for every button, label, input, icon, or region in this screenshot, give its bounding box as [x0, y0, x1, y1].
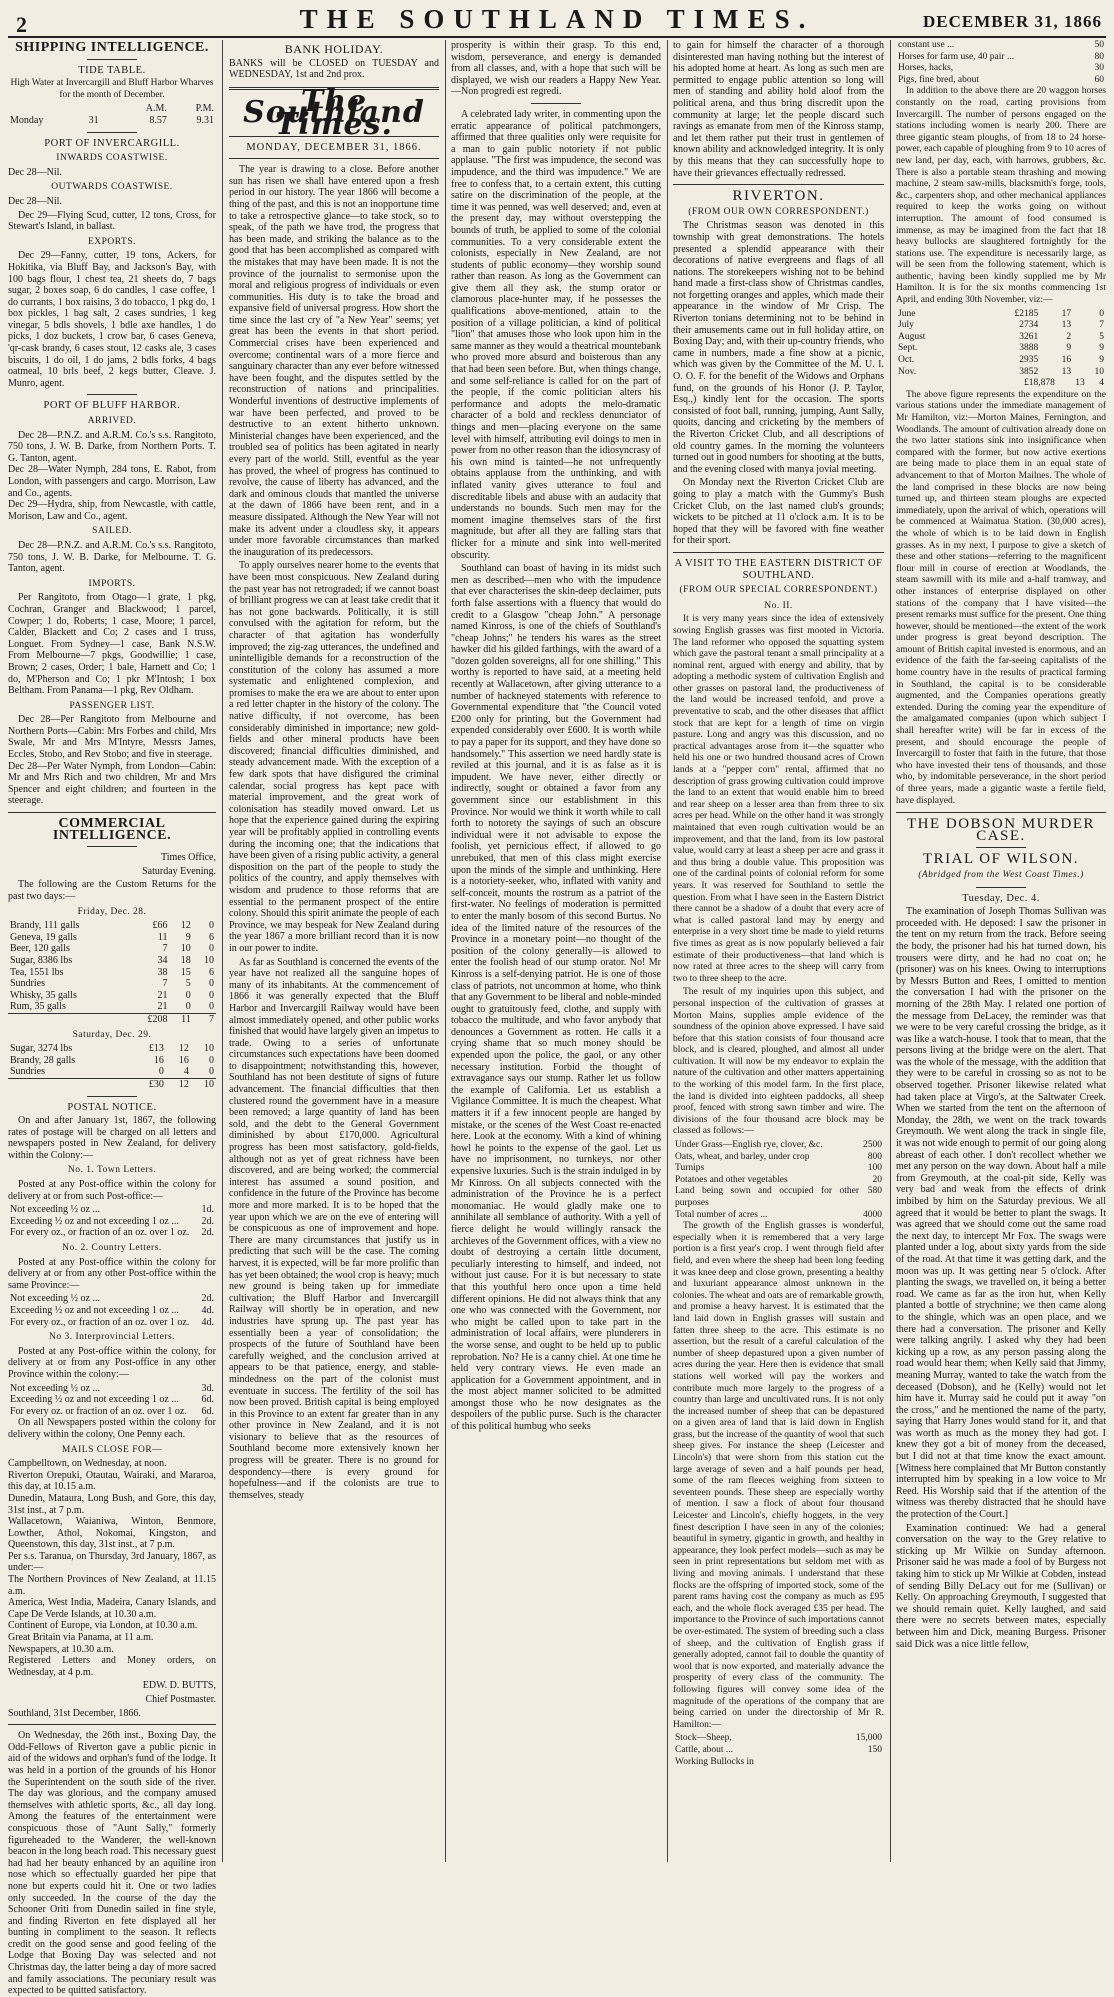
rate-table-2	[8, 1293, 216, 1328]
sailed-heading: SAILED.	[92, 526, 132, 537]
shillings: 5	[185, 978, 191, 990]
riverton-heading: RIVERTON.	[732, 188, 825, 205]
row-label: For every oz., or fraction of an oz. over 1 oz.	[10, 1316, 190, 1328]
passenger-heading: PASSENGER LIST.	[69, 700, 155, 711]
friday-customs-table	[8, 920, 216, 1025]
newspaper-title: THE SOUTHLAND TIMES.	[299, 4, 815, 34]
row-label: Sundries	[10, 978, 45, 990]
divider	[8, 812, 216, 813]
riverton-paragraph: The Christmas season was denoted in this township with great demonstrations. The hotels presented a splendid appearance with their decorations of native evergreens and flags of all nations. The storekeepers wishing not to be behind hand made a first-class show of Christmas candles, not forgetting oranges and apples, which made their appearance in the window of Mr Crisp. The Riverton tonians determining not to be behind in their amusements came out in full holiday attire, on Boxing Day; and, with their up-country friends, who came in numbers, made a fine show at a picnic, which was given by the Committee of the M. U. I. O. O. F. for the benefit of the Widows and Orphans fund, on the grounds of his Honor (J. P. Taylor, Esq.,) kindly lent for the occasion. The sports consisted of foot ball, running, jumping, Aunt Sally, quoits, dancing and cricketing by the members of the Riverton Cricket Club, and all descriptions of old country games. In the morning the volunteers turned out in good numbers for shooting at the butts, and the evening closed with manya jovial meeting.	[673, 220, 884, 475]
editorial-paragraph: As far as Southland is concerned the events of the year have not realized all the sanguine hopes of many of its inhabitants. At the commencement of 1866 it was generally expected that the Bluff Harbor and Invercargill Railway would have been almost immediately opened, and other public works finished that would have largely given an impetus to trade. Owing to a series of unfortunate circumstances such expectations have been doomed to disappointment; notwithstanding this, however, Southland has not been destitute of signs of future advancement. The financial difficulties that then clustered round the government have in a measure been removed; a large quantity of land has been sold, and the debt to the General Government diminished by about £170,000. Agricultural progress has been most satisfactory, gold-fields, although not as yet of great richness have been discovered, and are being worked; the commercial interest has assumed a sound position, and confidence in the future of the Province has become more and more marked. It is to be hoped that the year upon which we are on the eve of entering will be conspicuous as one of improvement and hope. There are many circumstances that justify us in predicting that such will be the case. The coming harvest, it is expected, will be far more prolific than has yet been obtained; the wool crop is heavy; much new ground is being taken up for immediate cultivation; the Bluff Harbor and Invercargill Railway will shortly be in operation, and new industries have sprung up. The past year has essentially been a year of consolidation; the prospects of the future of Southland have been carefully weighed, and the conclusion arrived at appears to be that patience, energy, and stable-mindedness on the part of the colonist must eventuate in success. The fertility of the soil has now been proved. British capital is being employed in this Province to an extent far greater than in any other province in New Zealand, and it is not visionary to believe that as the resources of Southland become more extensively known her progress will be greater. There is no ground for despondency—there is every ground for hopefulness—and if the colonists are true to themselves, steady	[229, 956, 439, 1501]
trial-paragraph: The examination of Joseph Thomas Sullivan was proceeded with. He deposed: I saw the prisoner in the tent on my return from the track. Before seeing the body, the prisoner had his hat turned down, his trousers were dirty, and he had no coat on; he (prisoner) was on his knees. Owing to interruptions by Messrs Button and Rees, I omitted to mention the conversation I had with the prisoner on the morning of the 28th May. I related one portion of the message from DeLacey, the reminder was that we were to be very careful crossing the bridge, as it was like a watch-house. I took that to mean, that the persons living at the bridge were on the alert. That was the whole of the message, with the addition that they were to be careful in crossing so as not to be observed together. Prisoner likewise related what had taken place at Virgo's, at the Saltwater Creek. When we started from the tent on the afternoon of Monday, the 28th, we went on the track towards Greymouth. We went along the track in single file, it was not wide enough to permit of our going along abreast of each other. I don't recollect whether we met any person on the way down. About half a mile from Greymouth, at the coal-pit side, Kelly was very bad and weak from the effects of drink imbibed by him on the Saturday previous. We all agreed that it would be better to plant the swags. It was agreed that we should come out the same road the next day, to intercept Mr Fox. The swags were planted under a log, about sixty yards from the side of the road. At that time it was getting dark, and the moon was up. It was getting near 5 o'clock. After planting the swags, we travelled on, it being a better road. We came as far as the iron hut, when Kelly planted a bottle of strychnine; we then came along to the shingle, which was an open place, and we there had a conversation. The prisoner and Kelly were talking angrily. I asked why they had been kicking up a row, as any person passing along the road would hear them; when Kelly said that Jimmy, meaning Murray, wanted to take the watch from the deceased (Dobson), and he (Kelly) would not let him have it. Murray said he could put it away "on the cross," and he mentioned the name of the party, saying that Harry Jones would stand for it, and that was worth as much as the money they had got. I knew they got a bit of money from the deceased, but I did not at that time know the exact amount. [Witness here complained that Mr Button constantly interrupted him by speaking in a low voice to Mr Reed. His Worship said that if the attention of the witness was thereby distracted that he should have the protection of the Court.]	[896, 906, 1106, 1521]
tide-intro: High Water at Invercargill and Bluff Harbor Wharves for the month of December.	[10, 78, 214, 100]
exports-text: Dec 29—Fanny, cutter, 19 tons, Ackers, for Hokitika, via Bluff Bay, and Jackson's Bay, with 100 bags flour, 1 chest tea, 21 sheets do, 7 bags sugar, 2 boxes soap, 6 do candles, 1 case coffee, 1 do currants, 1 box raisins, 3 do tobacco, 1 pkg do, 1 box pickles, 1 bag salt, 2 cases sundries, 1 keg vinegar, 5 bdls shovels, 1 bdle axe handles, 1 do picks, 1 doz buckets, 1 crow bar, 6 cases Geneva, 'qr-cask brandy, 6 cases stout, 12 casks ale, 3 cases biscuits, 1 do oil, 1 do jams, 2 bdls forks, 4 bags oatmeal, 10 brls beef, 2 kegs butter, Cleave. J. Munro, agent.	[8, 250, 216, 389]
row-value: 4d.	[201, 1316, 214, 1328]
table-row	[8, 990, 216, 1002]
row-label: Exceeding ½ oz and not exceeding 1 oz ...	[10, 1305, 179, 1316]
row-label: Oats, wheat, and barley, under crop	[675, 1151, 810, 1162]
tide-date: 31	[88, 114, 99, 126]
pounds-total: £30	[132, 1078, 166, 1090]
row-label: Geneva, 19 galls	[10, 931, 77, 943]
pence: 10	[204, 954, 214, 966]
table-row	[673, 1745, 884, 1757]
pence: 0	[209, 989, 214, 1001]
land-total-value: 4000	[863, 1209, 882, 1220]
row-label: constant use ...	[898, 40, 955, 50]
row-value: 30	[1094, 63, 1104, 74]
expenditure-table	[896, 309, 1106, 379]
postmaster-title: Chief Postmaster.	[145, 1694, 216, 1705]
pounds: 7	[162, 978, 168, 990]
row-value: 80	[1094, 51, 1104, 62]
exports-heading: EXPORTS.	[87, 236, 137, 247]
pounds: 3888	[1019, 343, 1039, 354]
row-label: Sugar, 3274 lbs	[10, 1043, 73, 1055]
pence-total: 10	[191, 1078, 216, 1090]
pence: 7	[1099, 320, 1104, 331]
table-row	[673, 1186, 884, 1209]
row-value	[828, 1757, 884, 1769]
nameplate: The Southland Times.	[243, 83, 425, 142]
divider	[87, 132, 137, 133]
row-value: 3d.	[201, 1382, 214, 1394]
row-label: Not exceeding ½ oz ...	[10, 1204, 100, 1216]
row-label: Oct.	[898, 355, 915, 366]
row-value: 60	[1094, 74, 1104, 85]
pounds: 16	[153, 1054, 164, 1066]
pence: 10	[1094, 366, 1104, 377]
editorial-paragraph: The year is drawing to a close. Before another sun has risen we shall have entered upon a fresh period in our history. The year 1866 will become a thing of the past, and this is not an inopportune time to take a retrospective glance—to take stock, so to speak, of the path we have trod, the progress that has been made, and striking the balance as to the good that has been accomplished as compared with the mistakes that may have been made. It is not the province of the journalist to sermonise upon the moral and religious progress of individuals or even communities. His duty is to take the broad and expansive field of universal progress. How short the time since the last cry of "a New Year" seems; yet great has been the events in that short period. Commercial crises have been experienced and overcome; continental wars of a more fierce and sanguinary character than any ever before witnessed have been fought, and the disputes settled by the reconstruction of nations and principalities. Wonderful inventions of destructive implements of war have been perfected, and proved to be destructive to an extent hitherto unknown. Ministerial changes have been experienced, and the troubled sea of politics has been agitated in nearly every part of the world. Still, eventful as the year has proved, the wheel of progress has continued to revolve, the cause of liberty has advanced, and the dark and ominous clouds that mantled the universe at the dawn of 1866 have been rent, and in a measure dissipated. Although the New Year will not make its advent under a cloudless sky, it appears under more favorable circumstances than marked the inauguration of its predecessors.	[229, 164, 439, 558]
row-label: August	[898, 331, 926, 342]
row-value: 2d.	[201, 1293, 214, 1305]
pence: 0	[209, 920, 214, 932]
pounds: 2935	[1019, 355, 1039, 366]
table-row	[8, 967, 216, 979]
kinross-article: A celebrated lady writer, in commenting upon the erratic appearance of political patchmongers, affirmed that three qualities only were requisite for a man to gain public notoriety if not public applause. "The first was impudence, the second was impudence, and the third was impudence." We are free to confess that, to a certain extent, this cutting satire on the discrimination of the people, at the time it was penned, was well deserved; and, even at the present day, may without overstepping the bounds of truth, be applied to some of the colonial communities. To a very considerable extent the colonists, especially in New Zealand, are not students of public economy—they worship sound rather than reason. As long as the Government can give them all they ask, the stump orator or clamorous place-hunter may, if he possesses the qualifications above-mentioned, attain to the position of a village politician, a kind of political "lion" that amuses those who look upon him in the same manner as they would a theatrical mountebank who proved more absurd and boisterous than any that had been seen before. But, when things change, and some self-reliance is called for on the part of the people, if the comic politician alters his performance and adopts the melo-dramatic character of a bold and reckless denunciator of things and men—placing everyone on the same level with himself, attributing evil doings to men in power from no other reason than the idiosyncrasy of his own mind is tainted—he not unfrequently obtains applause from the unthinking, and with inflated vanity gives utterance to foul and discreditable libels and abuse with an audacity that understands no bounds. Such men may for the moment imagine themselves stars of the first magnitude, but after all they are falling stars that flicker for a minute and sink into well-merited obscurity.	[451, 108, 661, 561]
shillings: 13	[1061, 366, 1072, 377]
shillings: 10	[180, 943, 191, 955]
visit-heading: A VISIT TO THE EASTERN DISTRICT OF SOUTHLAND.	[674, 557, 883, 581]
imports-text: Per Rangitoto, from Otago—1 grate, 1 pkg, Cochran, Granger and Blackwood; 1 parcel, Cowper; 1 do, Roberts; 1 case, Moore; 1 parcel, Calder, Blackett and Co; 2 cases and 1 truss, Longuet. From Sydney—1 case, Bank N.S.W. From Melbourne—7 pkgs, Goodwillie; 1 case, Brown; 2 cases, Order; 1 bale, Harnett and Co; 1 do, M'Pherson and Co; 1 pkr M'Intosh; 1 box Beltham. From Panama—1 pkg, Rev Oldham.	[8, 592, 216, 697]
table-row	[8, 1293, 216, 1305]
row-label: Beer, 120 galls	[10, 943, 70, 955]
row-label: Potatoes and other vegetables	[675, 1174, 788, 1185]
land-divisions-table	[673, 1140, 884, 1210]
row-value: 580	[867, 1186, 882, 1197]
expenditure-total-table	[896, 378, 1106, 390]
table-row	[896, 332, 1106, 344]
divider	[87, 1096, 137, 1097]
expend-paragraph: The above figure represents the expenditure on the various stations under the immediate management of Mr Hamilton, viz:—Morton Maines, Fernington, and Woodlands. The amount of cultivation already done on the two latter stations sink into insignificance when compared with the former, but now active exertions are being made to place them in an equal state of advancement to that of Morton Mailnes. The whole of the land comprised in these blocks are now being turned up, and thirteen steam ploughs are expected immediately, upon the arrival of which, operations will be commenced at Waimatua Station. (30,000 acres), the whole of which is to be laid down in English grasses. As in my next, I purpose to give a sketch of these and other stations—referring to the magnificent flour mill in course of erection at Woodlands, the steam sawmill with its mile and a-half tramway, and other instances of enterprise displayed on other stations of the company that I have visited—the present remarks must suffice for the present. One thing however, should be mentioned—the extent of the work under progress is great beyond description. The amount of British capital invested is enormous, and an evidence of the faith the far-seeing capitalists of the home country have in the results of practical farming in Southland, the capital is to be considerable augmented, and the Companies operations greatly extended. During the coming year the expenditure of the amalgamated companies (upon which subject I shall hereafter write) will be far in excess of the present, and should encourage the people of Invercargill to foster that faith in the future, that those who have invested their tens of thousands, and those who, by indomitable perseverance, in the short period of three years, made a gigantic waste a fertile field, have displayed.	[896, 389, 1106, 806]
table-row	[8, 1305, 216, 1317]
pounds: £2185	[1014, 308, 1039, 319]
shillings: 13	[1061, 320, 1072, 331]
table-row	[896, 52, 1106, 64]
table-row	[896, 343, 1106, 355]
table-row	[8, 1204, 216, 1216]
table-row	[673, 1140, 884, 1152]
page-number: 2	[16, 12, 27, 37]
divider	[87, 59, 137, 60]
bank-holiday-heading: BANK HOLIDAY.	[284, 42, 384, 56]
row-value: 50	[1094, 40, 1104, 50]
kinross-continued: to gain for himself the character of a thorough disinterested man having nothing but the interest of his adopted home at heart. As long as such men are permitted to engage public attention so long will men of standing and ability hold aloof from the political arena, and thus bring discredit upon the community at large; let the people discard such ravings as emanate from men of the Kinross stamp, and let them rather put their trust in gentlemen of known ability and acknowledged integrity. It is only by this means that they can successfully hope to have their grievances effectually redressed.	[673, 40, 884, 179]
pounds: 2734	[1019, 320, 1039, 331]
visit-paragraph: The growth of the English grasses is wonderful, especially when it is remembered that a very large portion is a first year's crop. I went through field after field, and even where the sheep had been long feeding it was knee deep and close grown, presenting a healthy and luxuriant appearance almost unknown in the colonies. The wheat and oats are of remarkable growth, and promise a heavy harvest. It is estimated that the land laid down in English grasses will sustain and fatten three sheep to the acre. This estimate is no assertion, but the result of a careful calculation of the number of sheep depastured upon a given number of acres during the year. Here then is evidence that small stations well worked will pay the workers and contribute much more largely to the progress of a country than large and uncultivated runs. It is not only the increased number of sheep that can be depastured on a given area of land that is laid down in English grass, but the increase of the quantity of wool that such sheep gives. For instance the sheep (Leicester and Lincoln's) that were shorn from this station cut the large average of seven and a half pounds per head, some of the ram fleeces weighing from sixteen to seventeen pounds. These sheep are especially worthy of mention. I saw a flock of about four thousand Leicester and Lincoln's, chiefly hoggets, in the very finest description I have seen in any of the colonies; beautiful in symetry, gigantic in growth, and healthy in appearance, they look perfect models—such as may be seen in print representations but seldom met with as living and moving animals. I understand that these flocks are the offspring of imported stock, some of the parent rams having cost the company as much as £95 each, and the whole flock averaged £35 per head. The importance to the Province of such importations cannot be over-estimated. The system of breeding such a class of sheep, and the cultivation of English grass if generally adopted, cannot fail to double the quantity of wool that is now exported, and materially advance the prosperity of every class of the community. The following figures will convey some idea of the magnitude of the operations of the company that are being carried on under the directorship of Mr R. Hamilton:—	[673, 1221, 884, 1730]
shillings: 12	[178, 1043, 189, 1055]
no1-text: Posted at any Post-office within the colony for delivery at or from such Post-office:—	[8, 1179, 216, 1202]
column-divider	[445, 40, 446, 1862]
shillings: 12	[180, 920, 191, 932]
pounds: 21	[157, 989, 168, 1001]
total-row	[8, 1078, 216, 1090]
row-value: 20	[872, 1174, 882, 1185]
editorial-paragraph: To apply ourselves nearer home to the events that have been most conspicuous. New Zealand during the past year has not retrograded; if we cannot boast of brilliant progress we can at least take credit that it has not gone backwards. Politically, it is still convulsed with the agitation for reform, but the character of that agitation has wonderfully improved; the zig-zag utterances, the undefined and unintelligible demands for a reconstruction of the constitution of the colony has assumed a more systematic and enlightened complexion, and promises to make the era we are about to enter upon a red letter chapter in the history of the colony. The native difficulty, if not overcome, has been considerably diminished in importance; new gold-fields and other mineral products have been discovered; financial difficulties diminished, and steady advancement made. With the exception of a few dark spots that have disfigured the criminal calendar, social progress has kept pace with material improvement, and the great work of colonisation has steadily moved onward. Let us hope that the experience gained during the expiring year will be profitably applied in controlling events during the incoming one; that the indications that have been given of a rising public activity, a general disposition on the part of the people to study the politics of the country, and apply themselves with wisdom and prudence to those reforms that are essential to the permanent prospect of the entire colony. Should this spirit animate the people of each Province, we may bespeak for New Zealand during the year 1867 a more brilliant record than it is now in our power to indite.	[229, 560, 439, 954]
postmaster-name: EDW. D. BUTTS,	[142, 1680, 216, 1692]
table-row	[8, 1066, 216, 1078]
postmaster-date: Southland, 31st December, 1866.	[8, 1707, 141, 1719]
rate-table-1	[8, 1204, 216, 1239]
table-row	[8, 955, 216, 967]
shillings: 0	[185, 989, 191, 1001]
table-row	[8, 1394, 216, 1406]
column-5	[896, 40, 1106, 1862]
tide-day: Monday	[10, 114, 44, 126]
divider	[976, 847, 1026, 848]
row-label: Not exceeding ½ oz ...	[10, 1382, 100, 1394]
divider	[531, 103, 581, 104]
newspapers-text: On all Newspapers posted within the colony for delivery within the colony, One Penny each.	[8, 1417, 216, 1440]
row-label: Not exceeding ½ oz ...	[10, 1293, 100, 1305]
divider	[976, 887, 1026, 888]
pence: 0	[209, 1066, 214, 1078]
divider	[87, 394, 137, 395]
row-label	[8, 1013, 130, 1025]
tide-am-time: 8.57	[149, 114, 167, 126]
trial-paragraph: Examination continued: We had a general conversation on the way to the Grey relative to sticking up Mr Wilkie on Sunday afternoon. Prisoner said he was made a fool of by Burgess not taking him to stick up Mr Wilkie at Cobden, instead of sending Billy DeLacy out for me (Sullivan) or Kelly. On approaching Greymouth, I suggested that we should remain quiet. Kelly laughed, and said there were no secrets between mates, especially between him and Dick, meaning Burgess. Prisoner said Dick was a nice little fellow,	[896, 1522, 1106, 1650]
pence: 6	[209, 931, 214, 943]
pounds: 21	[157, 1001, 168, 1013]
shillings: 0	[185, 1001, 191, 1013]
no1-heading: No. 1. Town Letters.	[67, 1165, 157, 1176]
row-label: For every oz., or fraction of an oz. over 1 oz.	[10, 1227, 190, 1239]
shillings: 2	[1066, 331, 1072, 342]
land-total-table	[673, 1210, 884, 1222]
table-row	[896, 309, 1106, 321]
pounds-total: £208	[130, 1013, 170, 1025]
table-row	[8, 1227, 216, 1239]
pence-total: 7	[193, 1013, 216, 1025]
row-value: 800	[867, 1151, 882, 1162]
shillings: 15	[180, 966, 191, 978]
column-2	[229, 40, 439, 1862]
friday-heading: Friday, Dec. 28.	[77, 906, 147, 917]
rate-table-3	[8, 1383, 216, 1418]
row-label: July	[898, 320, 914, 331]
column-divider	[890, 40, 891, 1862]
masthead	[8, 4, 1106, 37]
pounds: 3852	[1019, 366, 1039, 377]
tide-pm-time: 9.31	[196, 114, 214, 126]
table-row	[673, 1175, 884, 1187]
row-label: Sugar, 8386 lbs	[10, 954, 73, 966]
shillings: 4	[183, 1066, 189, 1078]
bluff-sailed: Dec 28—P.N.Z. and A.R.M. Co.'s s.s. Rangitoto, 750 tons, J. W. B. Darke, for Melbourne. T. G. Tanton, agent.	[8, 539, 216, 575]
row-label: Sundries	[10, 1066, 45, 1078]
inv-arrival: Dec 28—Nil.	[8, 166, 62, 178]
row-value: 4d.	[201, 1305, 214, 1316]
table-row	[896, 367, 1106, 379]
shillings: 9	[1066, 343, 1072, 354]
table-row	[8, 1043, 216, 1055]
shillings: 9	[185, 931, 191, 943]
passenger-text: Dec 28—Per Rangitoto from Melbourne and Northern Ports—Cabin: Mrs Forbes and child, Mrs Swale, Mr and Mrs M'Intyre, Messrs James, Eccles, Stobo, and Rev Stobo; and five in steerage. Dec 28—Per Water Nymph, from London—Cabin: Mr and Mrs Rich and two children, Mr and Mrs Spencer and eight children; and fourteen in the steerage.	[8, 714, 216, 807]
pence: 0	[1099, 308, 1104, 319]
editorial-continued: prosperity is within their grasp. To this end, wisdom, perseverance, and energy is demanded from all classes, and, with a hope that such will be displayed, we wish our readers a Happy New Year.—Non progredi est regredi.	[451, 40, 661, 98]
row-label	[8, 1078, 132, 1090]
table-row	[8, 1001, 216, 1013]
table-row	[896, 320, 1106, 332]
expend-total-d: 4	[1099, 378, 1104, 389]
expend-total-s: 13	[1075, 378, 1085, 389]
table-row	[8, 1317, 216, 1329]
times-day: Saturday Evening.	[142, 865, 216, 877]
row-label: Cattle, about ...	[675, 1744, 734, 1755]
pounds: 7	[162, 943, 168, 955]
land-total-label: Total number of acres ...	[675, 1209, 768, 1220]
port-invercargill-heading: PORT OF INVERCARGILL.	[44, 137, 180, 149]
expend-total-l: £18,878	[1024, 378, 1055, 389]
row-label: For every oz. or fraction of an oz. over 1 oz.	[10, 1405, 187, 1417]
table-row	[8, 1383, 216, 1395]
saturday-customs-table	[8, 1043, 216, 1090]
customs-intro: The following are the Custom Returns for the past two days:—	[8, 879, 216, 902]
shillings: 18	[180, 954, 191, 966]
divider	[8, 1724, 216, 1725]
tide-table	[8, 103, 216, 126]
inv-departure: Dec 28—Nil.	[8, 195, 62, 207]
table-row	[896, 355, 1106, 367]
row-label: Pigs, fine bred, about	[898, 74, 980, 85]
stock-table-continued	[896, 40, 1106, 86]
times-office: Times Office,	[161, 852, 216, 864]
mails-text: Campbelltown, on Wednesday, at noon. Riverton Orepuki, Otautau, Wairaki, and Mararoa, this day, at 10.15 a.m. Dunedin, Mataura, Long Bush, and Gore, this day, 31st inst., at 7 p.m. Wallacetown, Waianiwa, Winton, Benmore, Lowther, Athol, Nokomai, Kingston, and Queenstown, this day, 31st inst., at 7 p.m. Per s.s. Taranua, on Thursday, 3rd January, 1867, as under:— The Northern Provinces of New Zealand, at 11.15 a.m. America, West India, Madeira, Canary Islands, and Cape De Verde Islands, at 10.30 a.m. Continent of Europe, via London, at 10.30 a.m. Great Britain via Panama, at 11 a.m. Newspapers, at 10.30 a.m. Registered Letters and Money orders, on Wednesday, at 4 p.m.	[8, 1458, 216, 1678]
riverton-paragraph: On Monday next the Riverton Cricket Club are going to play a match with the Gummy's Bush Cricket Club, on the last named club's grounds; wickets to be pitched at 11 o'clock a.m. It is to be hoped that they will be favored with fine weather for their sport.	[673, 477, 884, 547]
row-label: Horses for farm use, 40 pair ...	[898, 51, 1015, 62]
table-row	[8, 1406, 216, 1418]
inwards-heading: INWARDS COASTWISE.	[56, 153, 168, 164]
table-row	[896, 63, 1106, 75]
row-label: Horses, hacks,	[898, 63, 954, 74]
issue-date: DECEMBER 31, 1866	[923, 12, 1102, 31]
row-label: June	[898, 308, 916, 319]
visit-paragraph: It is very many years since the idea of extensively sowing English grasses was first mooted in Victoria. The land reformer who opposed the squatting system which gave the pastoral tenant a small principality at a nominal rent, argued with energy and ability, that by adopting a methodic system of cultivation English and other grasses on pastoral land, the productiveness of the land would be increased tenfold, and prove a preventative to scab, and the other diseases that afflict stock that are kept for a length of time on virgin pasture. Long and angry was this discussion, and no practical advantages arose from it—the squatter who held his one or two hundred thousand acres of Crown lands at a "pepper corn" rental, affirmed that no description of grass growing cultivation could improve the land to an extent that would enable him to breed and rear sheep on a lesser area than from three to six acres per head. While on the other hand it was strongly maintained that even rough cultivation would be an improvement, and that the land, from its low pastoral value, would carry at least a sheep per acre and grass it and thus bring a double value. This proposition was one of the cardinal points of colonial reform for some years. It was reserved for Southland to settle the question. From what I have seen in the Eastern District there cannot be a shadow of a doubt that every acre of what is called pastoral land may by energy and enterprise in a very short time be made to yield returns five times as great as is now popularly believed a fair estimate of their productiveness—that land which is now rated at three acres to the sheep will carry from two to three sheep to the acre.	[673, 614, 884, 984]
pence: 9	[1099, 343, 1104, 354]
row-value: 2500	[863, 1140, 882, 1151]
table-row	[8, 1055, 216, 1067]
pence: 0	[209, 1001, 214, 1013]
abridged-note: (Abridged from the West Coast Times.)	[918, 869, 1084, 880]
port-bluff-heading: PORT OF BLUFF HARBOR.	[43, 400, 181, 412]
mails-heading: MAILS CLOSE FOR—	[61, 1444, 163, 1455]
row-value: 15,000	[855, 1733, 882, 1744]
pounds: £66	[152, 920, 168, 932]
masthead-rule	[8, 36, 1106, 38]
row-label: Stock—Sheep,	[675, 1733, 732, 1744]
row-label: Whisky, 35 galls	[10, 989, 77, 1001]
table-row	[896, 40, 1106, 52]
riverton-byline: (FROM OUR OWN CORRESPONDENT.)	[688, 206, 869, 217]
total-row	[8, 1013, 216, 1025]
shillings: 16	[178, 1054, 189, 1066]
postal-heading: POSTAL NOTICE.	[67, 1101, 157, 1113]
no2-text: Posted at any Post-office within the colony for delivery at or from any other Post-office within the same Province:—	[8, 1256, 216, 1291]
column-4	[673, 40, 884, 1862]
table-row	[673, 1733, 884, 1745]
pounds: £13	[148, 1043, 164, 1055]
row-label: Nov.	[898, 366, 917, 377]
row-label: Land being sown and occupied for other purposes	[675, 1186, 859, 1208]
no2-heading: No. 2. Country Letters.	[62, 1243, 162, 1254]
trial-heading: TRIAL OF WILSON.	[922, 851, 1080, 868]
shipping-heading: SHIPPING INTELLIGENCE.	[15, 40, 209, 55]
trial-date: Tuesday, Dec. 4.	[962, 892, 1040, 904]
shillings: 16	[1061, 355, 1072, 366]
pence: 0	[209, 943, 214, 955]
row-value: 2d.	[201, 1227, 214, 1239]
outwards-heading: OUTWARDS COASTWISE.	[51, 182, 173, 193]
row-label: Exceeding ½ oz and not exceeding 1 oz ...	[10, 1215, 179, 1227]
stock-paragraph: In addition to the above there are 20 waggon horses constantly on the road, carting provisions from Invercargill. The number of persons engaged on the stations including women is nearly 200. There are three gigantic steam ploughs, of from 18 to 24 horse-power, each capable of ploughing from 9 to 10 acres of new land, per day, each, with harrows, grubbers, &c. There is also a portable steam thrashing and mowing machine, 2 steam saw-mills, blacksmith's forge, tools, &c., carpenters shop, and other mechanical appliances required to keep the works going on without interruption. The amount of food consumed is immense, as may be imagined from the fact that 18 heavy bullocks are slaughtered fortnightly for the stations use. The expenditure is necessarily large, as will be seen from the following statement, which is authentic, having been kindly supplied me by Mr Hamilton. It is for the six months commencing 1st April, and ending 30th November, viz:—	[896, 86, 1106, 306]
no3-heading: No 3. Interprovincial Letters.	[48, 1332, 176, 1343]
tide-pm-header: P.M.	[195, 103, 214, 115]
table-row	[8, 932, 216, 944]
row-value: 6d.	[201, 1394, 214, 1406]
inv-departure: Dec 29—Flying Scud, cutter, 12 tons, Cross, for Stewart's Island, in ballast.	[8, 209, 216, 233]
pence: 5	[1099, 331, 1104, 342]
column-1	[8, 40, 216, 1997]
editorial-dateline: MONDAY, DECEMBER 31, 1866.	[246, 141, 422, 153]
row-label: Brandy, 28 galls	[10, 1054, 76, 1066]
row-value: 100	[867, 1163, 882, 1174]
pence: 10	[204, 1043, 214, 1055]
stock-table	[673, 1733, 884, 1768]
table-row	[8, 943, 216, 955]
column-divider	[222, 40, 223, 1862]
pounds: 34	[157, 954, 168, 966]
table-row	[8, 920, 216, 932]
divider	[673, 552, 884, 553]
tide-heading: TIDE TABLE.	[78, 64, 146, 76]
row-label: Under Grass—English rye, clover, &c.	[675, 1140, 823, 1151]
column-divider	[667, 40, 668, 1862]
row-label: Tea, 1551 lbs	[10, 966, 64, 978]
row-value: 1d.	[201, 1204, 214, 1216]
shillings-total: 11	[170, 1013, 193, 1025]
pounds: 38	[157, 966, 168, 978]
row-label: Rum, 35 galls	[10, 1001, 66, 1013]
tide-am-header: A.M.	[145, 103, 167, 115]
pounds: 11	[157, 931, 168, 943]
row-label: Turnips	[675, 1163, 705, 1174]
divider	[229, 158, 439, 159]
bluff-arrivals: Dec 28—P.N.Z. and A.R.M. Co.'s s.s. Rangitoto, 750 tons, J. W. B. Darke, from Northern Ports. T. G. Tanton, agent. Dec 28—Water Nymph, 284 tons, E. Rabot, from London, with passengers and cargo. Morrison, Law and Co., agents. Dec 29—Hydra, ship, from Newcastle, with cattle, Morison, Law and Co., agent.	[8, 429, 216, 522]
oddfellows-article: On Wednesday, the 26th inst., Boxing Day, the Odd-Fellows of Riverton gave a public picnic in aid of the widows and orphan's fund of the lodge. It was held in a portion of the grounds of his Honor the Superintendent on the south side of the river. The day was glorious, and the company amused themselves with athletic sports, &c., all day long. Among the features of the entertainment were conspicuous those of "Aunt Sally," formerly figureheaded to the Wanderer, the well-known beacon in the long beach road. This necessary guest had had her beauty enhanced by an aquiline iron nose which so effectually guarded her pipe that none but experts could hit it. One or two ladies only succeeded. In the course of the day the Schooner Oriti from Dunedin sailed in fine style, and finding Riverton en fete displayed all her bunting in compliment to the season. It reflects credit on the good sense and good feeling of the Lodge that Boxing Day was selected and not Christmas day, the latter being a day of more sacred and family associations. The pecuniary result was expected to be quitted satisfactory.	[8, 1730, 216, 1997]
visit-paragraph: The result of my inquiries upon this subject, and personal inspection of the cultivation of grasses at Morton Mains, supplies ample evidence of the soundness of the opinion above expressed. I have said before that this station consists of four thousand acre block, and is cleared, ploughed, and almost all under cultivation. It will now be my endeavor to explain the nature of the cultivation and other matters appertaining to the working of this model farm. In the first place, the land is divided into eighteen paddocks, all sheep proof, fenced with strong sawn timber and wire. The divisions of the four thousand acre block may be classed as follows:—	[673, 987, 884, 1137]
row-label: Brandy, 111 galls	[10, 920, 80, 932]
pounds: 3261	[1019, 331, 1039, 342]
imports-heading: IMPORTS.	[88, 578, 136, 589]
shillings-total: 12	[166, 1078, 191, 1090]
kinross-article: Southland can boast of having in its midst such men as described—men who with the impudence that ever characterises the skin-deep declaimer, puts forth false assertions with a fluency that would do credit to a Glasgow "cheap John." A personage named Kinross, is one of the chiefs of Southland's "cheap Johns;" he tenders his wares as the street hawker did his gilded farthings, with the award of a "dozen golden sovereigns, all for one shilling." This worthy is reported to have said, at a meeting held recently at Wallacetown, after giving utterance to a number of hackneyed statements with reference to Governmental expenditure that "the Council voted £200 only for printing, but the Government had expended considerably over £600. It is worth while to pay a paper for its support, and they have done so handsomely." This assertion we need hardly state is reviled at this journal, and it is as false as it is impudent. We have never, either directly or indirectly, sought or obtained a favor from any government since our establishment in this Province. Nor would we think it worth while to call forth to notorety the sayings of such an obscure individual were it not advisable to expose the foolish, yet pernicious effect, if allowed to go unrebuked, that men of this class might exercise upon the minds of the simple and unthinking. Here is a notoriety-seeker, who, inflated with vanity and self-conceit, mounts the rostrum as a patriot of the first-water. No feelings of moderation is permitted to enter the manly bosom of this second Burtus. No idea of the limited nature of the resources of the Province in a monetary point—no thought of the position of the colony generally—is allowed to enter the foolish head of our stump orator. No! Mr Kinross is a self-denying patriot. He is one of those class of patriots, not uncommon at home, who think that any Government to be liberal and noble-minded ought to gratuitously feed, clothe, and supply with tobacco the multitude, and who favor anybody that denounces a Government as rotten. He calls it a crying shame that so much money should be expended upon the police, the gaol, or any other necessary institution. Forbid the thought of extravagance says our stump. Rather let us follow the example of California. Let us establish a Vigilance Committee. It is much the cheapest. What matters it if a few innocent people are hanged by mistake, or the scenes of the West Coast re-enacted here. Look at the economy. With a kind of whining howl he points to the expense of the gaol. Let us have no imprisonment, no turnkeys, nor other expensive luxuries. Such is the strain indulged in by Mr Kinross. On all subjects connected with the administration of the Province he is a perfect monomaniac. He would gladly make one to annihilate all semblance of authority. With a yell of fierce delight he would willingly ransack the archieves of the Government offices, with a view no doubt of destroying a certain little document, peculiarly interesting to himself, and indeed, not without just cause. For it is but necessary to state that this youthful hero once upon a time held different opinions. He did not always think that any one who was connected with the Government, nor who might be called upon to take part in the administration of local affairs, were plunderers in the worse sense, and ought to be held up to public reprobation. No? He is a canny chiel. At one time he held very contrary views. He even made an application for a Government appointment, and in the most abject manner solicited to be admitted amongst those who he now designates as the despoilers of the public purse. Such is the character of this political humbug who seeks	[451, 563, 661, 1433]
row-label: Sept.	[898, 343, 918, 354]
divider	[896, 812, 1106, 813]
visit-byline: (FROM OUR SPECIAL CORRESPONDENT.)	[679, 585, 878, 596]
divider	[673, 184, 884, 185]
row-label: Working Bullocks in	[675, 1756, 754, 1767]
row-value: 6d.	[201, 1405, 214, 1417]
pence: 6	[209, 966, 214, 978]
visit-number: No. II.	[764, 600, 793, 611]
dobson-heading: THE DOBSON MURDER CASE.	[906, 816, 1095, 844]
pounds: 0	[158, 1066, 164, 1078]
no3-text: Posted at any Post-office within the colony, for delivery at or from any Post-office in any other Province within the colony:—	[8, 1345, 216, 1380]
table-row	[896, 75, 1106, 87]
divider	[87, 846, 137, 847]
commercial-heading: COMMERCIAL INTELLIGENCE.	[52, 816, 172, 843]
arrived-heading: ARRIVED.	[87, 416, 137, 427]
postal-text: On and after January 1st, 1867, the following rates of postage will be charged on all letters and newspapers posted in New Zealand, for delivery within the Colony:—	[8, 1115, 216, 1161]
row-value: 2d.	[201, 1215, 214, 1227]
table-row	[8, 1216, 216, 1228]
table-row	[673, 1163, 884, 1175]
saturday-heading: Saturday, Dec. 29.	[72, 1029, 152, 1040]
row-value: 150	[867, 1744, 882, 1755]
shillings: 17	[1061, 308, 1072, 319]
table-row	[673, 1152, 884, 1164]
column-3	[451, 40, 661, 1862]
bank-holiday-text: BANKS will be CLOSED on TUESDAY and WEDNESDAY, 1st and 2nd prox.	[229, 57, 439, 81]
table-row	[8, 978, 216, 990]
pence: 0	[209, 1054, 214, 1066]
pence: 0	[209, 978, 214, 990]
row-label: Exceeding ½ oz and not exceeding 1 oz ...	[10, 1394, 179, 1406]
pence: 9	[1099, 355, 1104, 366]
table-row	[673, 1757, 884, 1769]
